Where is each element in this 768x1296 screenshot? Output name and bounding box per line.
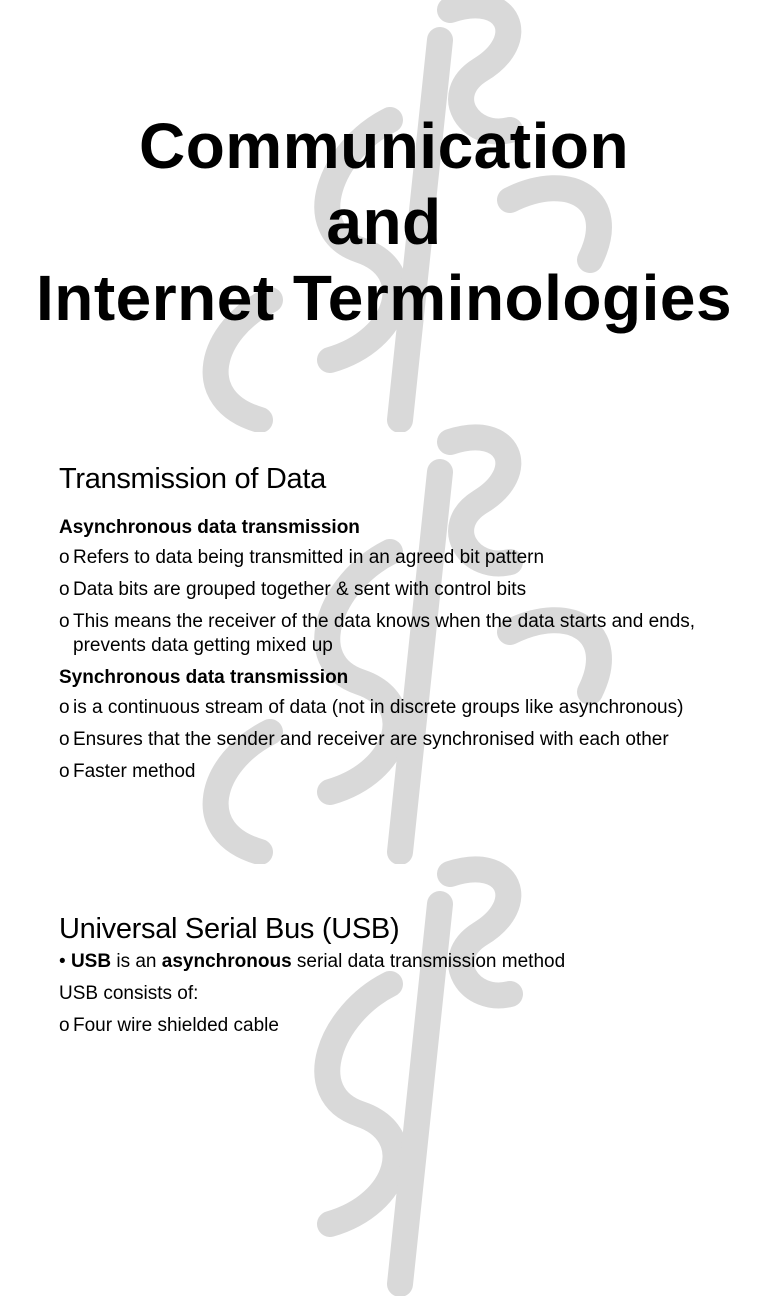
list-item: o is a continuous stream of data (not in discrete groups like asynchronous) <box>59 697 684 718</box>
title-slide <box>0 0 768 432</box>
section-subheading: Synchronous data transmission <box>59 667 349 688</box>
usb-slide <box>0 864 768 1036</box>
list-item: • USB is an asynchronous serial data transmission method <box>59 951 566 972</box>
title-line-2: and <box>326 186 442 258</box>
bullet-marker: o <box>59 579 70 600</box>
list-item: o Four wire shielded cable <box>59 1015 279 1036</box>
slide-body <box>59 950 709 1046</box>
title-line-3: Internet Terminologies <box>35 262 733 334</box>
list-item: o Faster method <box>59 761 196 782</box>
slide-body <box>59 516 709 792</box>
section-subheading: Asynchronous data transmission <box>59 517 360 538</box>
list-item: o Refers to data being transmitted in an agreed bit pattern <box>59 547 545 568</box>
transmission-slide <box>0 432 768 864</box>
bullet-marker: o <box>59 611 70 632</box>
slide-heading: Transmission of Data <box>59 463 326 495</box>
list-item: o Ensures that the sender and receiver are synchronised with each other <box>59 729 669 750</box>
bullet-marker: o <box>59 547 70 568</box>
slide-heading: Universal Serial Bus (USB) <box>59 913 400 945</box>
bullet-marker: o <box>59 697 70 718</box>
list-item: o Data bits are grouped together & sent with control bits <box>59 579 527 600</box>
bullet-marker: o <box>59 1015 70 1036</box>
body-line: USB consists of: <box>59 983 199 1004</box>
bullet-marker: • <box>59 951 66 972</box>
title-line-1: Communication <box>138 110 630 182</box>
list-item: o This means the receiver of the data knows when the data starts and ends, prevents data getting mixed up <box>59 611 696 656</box>
bullet-marker: o <box>59 729 70 750</box>
bullet-marker: o <box>59 761 70 782</box>
page-title <box>0 108 768 336</box>
